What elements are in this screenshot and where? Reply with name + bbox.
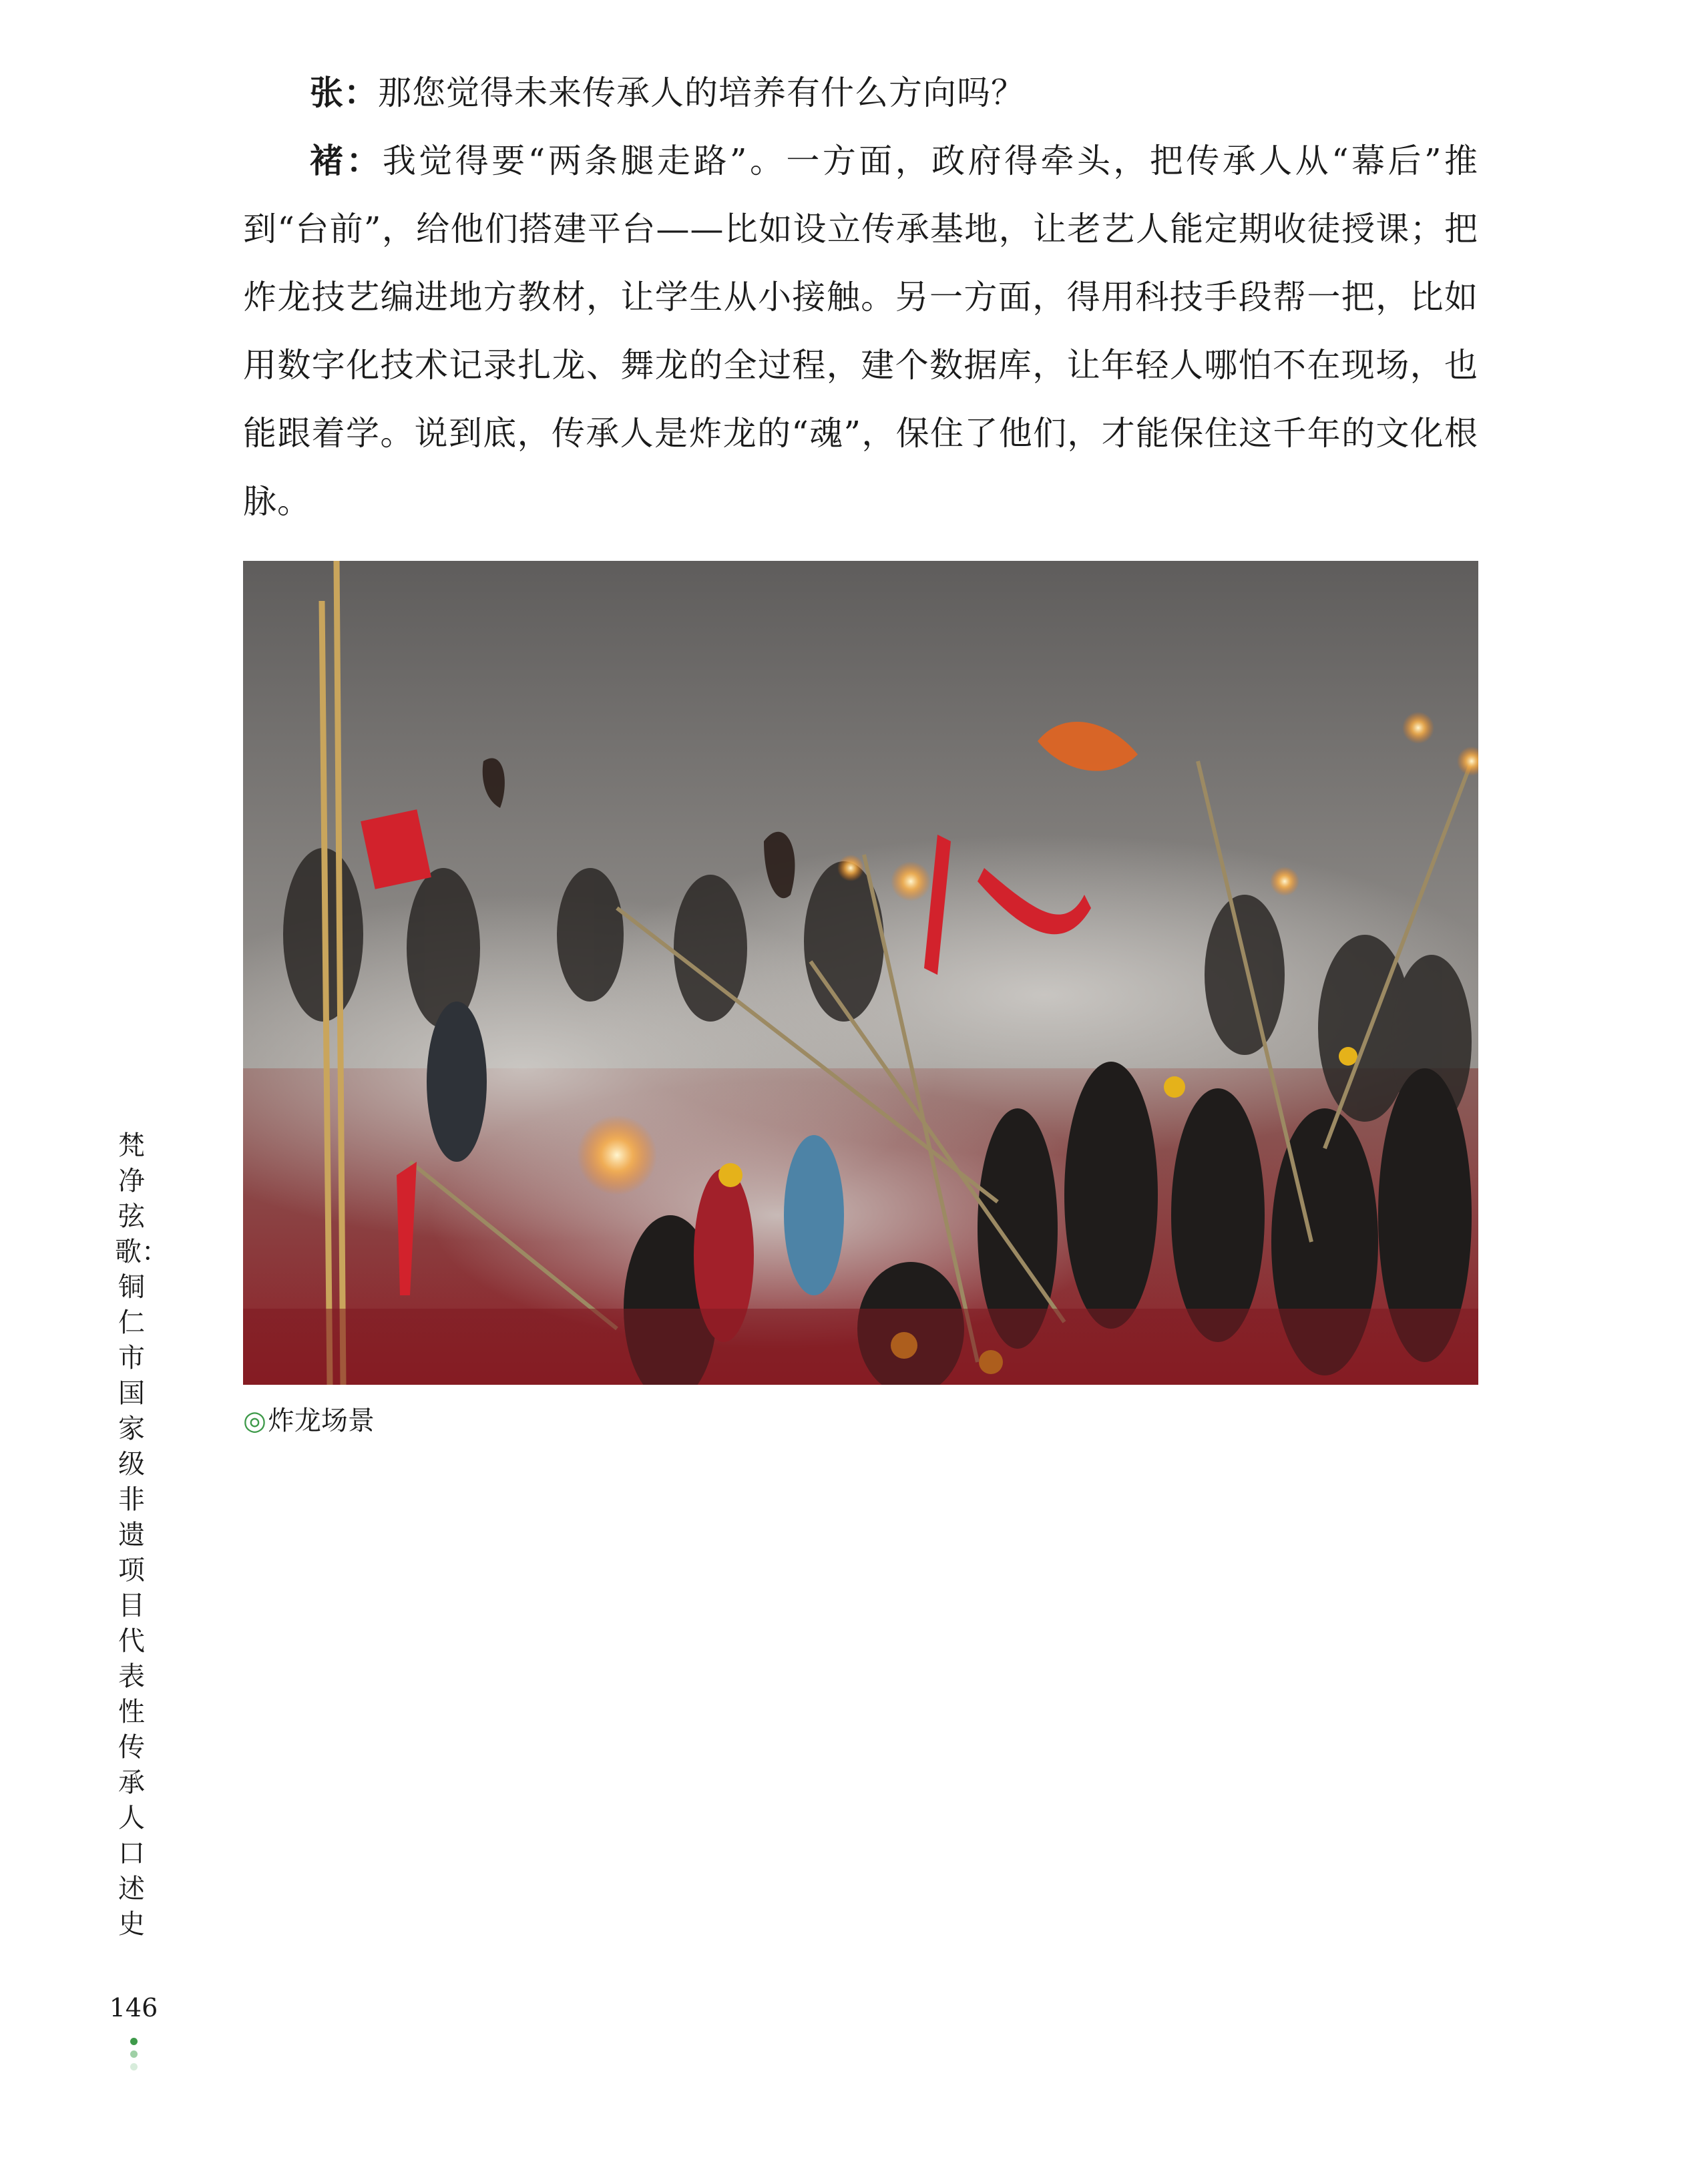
figure-caption (243, 1401, 375, 1441)
dialogue-answer (243, 127, 1478, 535)
caption-marker: ◎ (243, 1405, 266, 1436)
ornament-dot (130, 2063, 138, 2070)
page-ornament-dots (128, 2038, 139, 2076)
ornament-dot (130, 2038, 138, 2045)
ornament-dot (130, 2050, 138, 2058)
answer-text: 我觉得要“两条腿走路”。一方面，政府得牵头，把传承人从“幕后”推到“台前”，给他们搭建平台——比如设立传承基地，让老艺人能定期收徒授课；把炸龙技艺编进地方教材，让学生从小接触。另一方面，得用科技手段帮一把，比如用数字化技术记录扎龙、舞龙的全过程，建个数据库，让年轻人哪怕不在现场，也能跟着学。说到底，传承人是炸龙的“魂”，保住了他们，才能保住这千年的文化根脉。 (243, 142, 1479, 521)
page-number: 146 (109, 1993, 158, 2022)
question-text: 那您觉得未来传承人的培养有什么方向吗？ (378, 73, 1025, 112)
speaker-label-zhang: 张： (310, 73, 378, 112)
speaker-label-chu: 褚： (310, 142, 383, 180)
caption-text: 炸龙场景 (267, 1405, 375, 1436)
dragon-scene-photo (243, 561, 1478, 1385)
dialogue-question (243, 59, 1478, 127)
body-text (243, 59, 1478, 535)
running-book-title: 梵净弦歌：铜仁市国家级非遗项目代表性传承人口述史 (115, 1130, 168, 1940)
